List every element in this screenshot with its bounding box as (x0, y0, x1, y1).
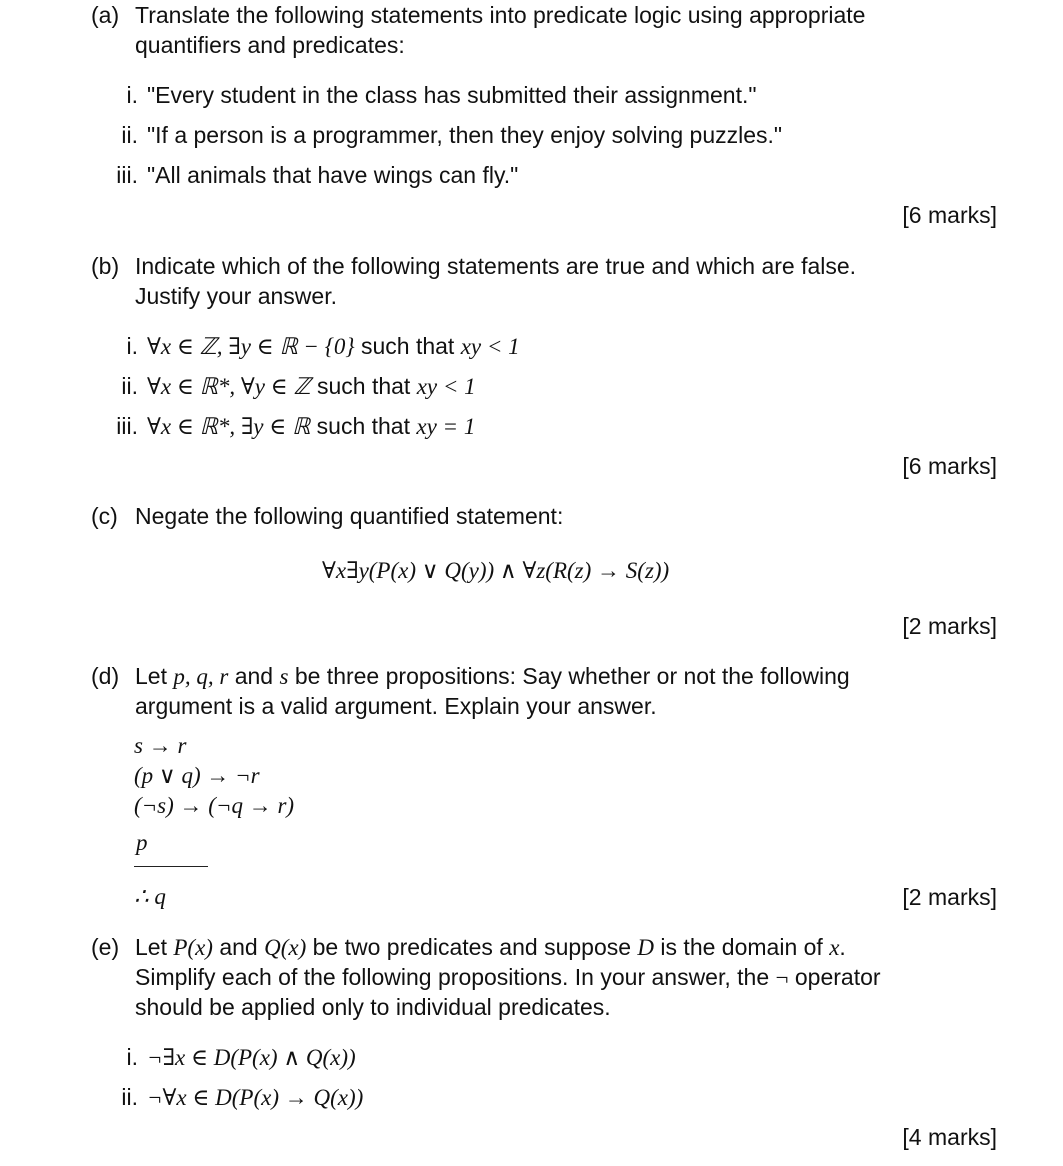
part-b-item-1: i. ∀x ∈ ℤ, ∃y ∈ ℝ − {0} such that xy < 1 (126, 333, 520, 359)
part-d-marks: [2 marks] (902, 884, 997, 910)
argument-divider (134, 866, 208, 867)
part-a-line2: quantifiers and predicates: (135, 32, 405, 58)
part-a-line1: (a) Translate the following statements into predicate logic using appropriate (91, 2, 866, 28)
premise-1: s → r (134, 733, 187, 758)
premise-2: (p ∨ q) → ¬r (134, 763, 260, 788)
part-e-marks: [4 marks] (902, 1124, 997, 1150)
premise-4: p (136, 830, 148, 855)
part-c-formula: ∀x∃y(P(x) ∨ Q(y)) ∧ ∀z(R(z) → S(z)) (322, 558, 670, 583)
part-e-item-1: i. ¬∃x ∈ D(P(x) ∧ Q(x)) (126, 1044, 356, 1070)
part-d-line1: (d) Let p, q, r and s be three propositions: Say whether or not the following (91, 663, 850, 689)
part-b-line2: Justify your answer. (135, 283, 337, 309)
part-c-marks: [2 marks] (902, 613, 997, 639)
part-a-item-3: iii. "All animals that have wings can fly." (116, 162, 519, 188)
part-a-item-1: i. "Every student in the class has submitted their assignment." (126, 82, 757, 108)
argument-conclusion: ∴ q (134, 884, 166, 909)
part-a-marks: [6 marks] (902, 202, 997, 228)
part-b-label: (b) (91, 253, 120, 279)
part-a-item-2: ii. "If a person is a programmer, then they enjoy solving puzzles." (121, 122, 783, 148)
part-e-label: (e) (91, 934, 120, 960)
part-d-label: (d) (91, 663, 120, 689)
part-b-item-2: ii. ∀x ∈ ℝ*, ∀y ∈ ℤ such that xy < 1 (121, 373, 476, 399)
part-e-line2: Simplify each of the following propositions. In your answer, the ¬ operator (135, 964, 881, 990)
part-a-label: (a) (91, 2, 120, 28)
part-e-item-2: ii. ¬∀x ∈ D(P(x) → Q(x)) (121, 1084, 364, 1110)
part-c-label: (c) (91, 503, 118, 529)
premise-3: (¬s) → (¬q → r) (134, 793, 295, 818)
part-c-line1: (c) Negate the following quantified statement: (91, 503, 564, 529)
part-d-line2: argument is a valid argument. Explain your answer. (135, 693, 657, 719)
part-e-line3: should be applied only to individual predicates. (135, 994, 611, 1020)
part-b-item-3: iii. ∀x ∈ ℝ*, ∃y ∈ ℝ such that xy = 1 (116, 413, 476, 439)
part-e-line1: (e) Let P(x) and Q(x) be two predicates and suppose D is the domain of x. (91, 934, 846, 960)
part-b-line1: (b) Indicate which of the following statements are true and which are false. (91, 253, 857, 279)
part-b-marks: [6 marks] (902, 453, 997, 479)
